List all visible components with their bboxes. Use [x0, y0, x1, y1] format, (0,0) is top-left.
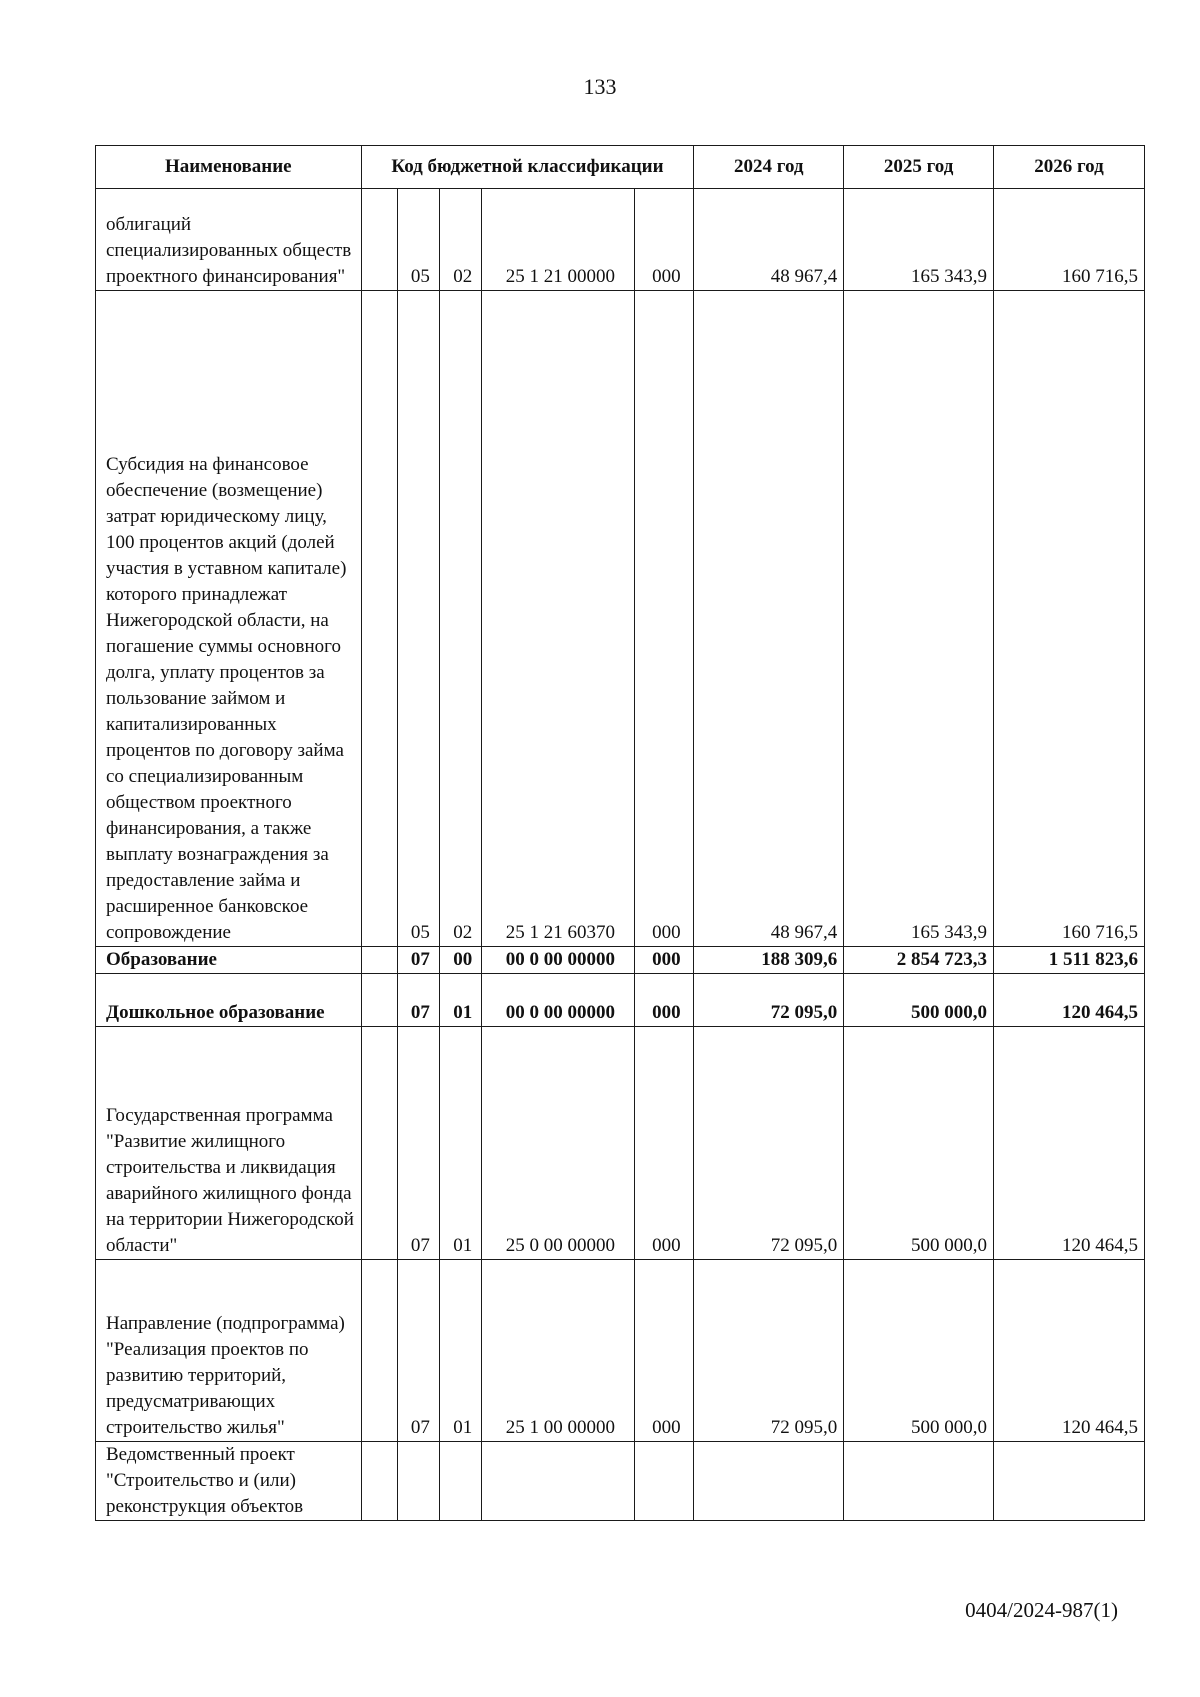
table-row	[96, 1260, 1145, 1442]
cell-target-article: 25 1 21 60370	[482, 291, 635, 947]
budget-table	[95, 145, 1145, 1521]
cell-2024	[694, 1442, 844, 1521]
header-2024: 2024 год	[694, 146, 844, 189]
cell-target-article: 25 1 21 00000	[482, 189, 635, 291]
cell-subsection: 01	[440, 1027, 482, 1260]
cell-subsection: 01	[440, 1260, 482, 1442]
cell-name: Субсидия на финансовое обеспечение (возмещение) затрат юридическому лицу, 100 процентов акций (долей участия в уставном капитале) которого принадлежат Нижегородской области, на погашение суммы основного долга, уплату процентов за пользование займом и капитализированных процентов по договору займа со специализированным обществом проектного финансирования, а также выплату вознаграждения за предоставление займа и расширенное банковское сопровождение	[96, 291, 362, 947]
cell-blank	[361, 1260, 397, 1442]
cell-name: Дошкольное образование	[96, 974, 362, 1027]
cell-section: 07	[397, 1027, 439, 1260]
cell-name: Направление (подпрограмма) "Реализация проектов по развитию территорий, предусматривающих строительство жилья"	[96, 1260, 362, 1442]
table-row	[96, 947, 1145, 974]
cell-2024: 72 095,0	[694, 1027, 844, 1260]
cell-expense-type: 000	[635, 291, 694, 947]
cell-2024: 188 309,6	[694, 947, 844, 974]
cell-target-article: 00 0 00 00000	[482, 974, 635, 1027]
cell-name: Ведомственный проект "Строительство и (или) реконструкция объектов	[96, 1442, 362, 1521]
document-code: 0404/2024-987(1)	[965, 1598, 1118, 1622]
cell-subsection: 01	[440, 974, 482, 1027]
cell-target-article: 25 0 00 00000	[482, 1027, 635, 1260]
cell-expense-type	[635, 1442, 694, 1521]
cell-section: 07	[397, 1260, 439, 1442]
table-row	[96, 291, 1145, 947]
cell-blank	[361, 947, 397, 974]
cell-target-article: 25 1 00 00000	[482, 1260, 635, 1442]
cell-expense-type: 000	[635, 1260, 694, 1442]
cell-2026: 120 464,5	[994, 974, 1145, 1027]
cell-section: 07	[397, 947, 439, 974]
cell-expense-type: 000	[635, 189, 694, 291]
cell-section: 05	[397, 291, 439, 947]
cell-2026	[994, 1442, 1145, 1521]
cell-blank	[361, 1027, 397, 1260]
table-row	[96, 1442, 1145, 1521]
cell-2025: 2 854 723,3	[844, 947, 994, 974]
header-2025: 2025 год	[844, 146, 994, 189]
cell-name: облигаций специализированных обществ проектного финансирования"	[96, 189, 362, 291]
cell-section	[397, 1442, 439, 1521]
table-header-row	[96, 146, 1145, 189]
cell-2024: 48 967,4	[694, 189, 844, 291]
cell-section: 07	[397, 974, 439, 1027]
cell-blank	[361, 974, 397, 1027]
cell-2025: 500 000,0	[844, 1027, 994, 1260]
cell-blank	[361, 1442, 397, 1521]
cell-section: 05	[397, 189, 439, 291]
cell-2026: 160 716,5	[994, 189, 1145, 291]
cell-target-article	[482, 1442, 635, 1521]
cell-2026: 120 464,5	[994, 1027, 1145, 1260]
cell-2025: 500 000,0	[844, 974, 994, 1027]
cell-2026: 120 464,5	[994, 1260, 1145, 1442]
cell-blank	[361, 291, 397, 947]
table-row	[96, 974, 1145, 1027]
cell-2025: 165 343,9	[844, 291, 994, 947]
table-row	[96, 189, 1145, 291]
cell-2026: 1 511 823,6	[994, 947, 1145, 974]
cell-name: Государственная программа "Развитие жилищного строительства и ликвидация аварийного жилищного фонда на территории Нижегородской области"	[96, 1027, 362, 1260]
header-code: Код бюджетной классификации	[361, 146, 694, 189]
cell-expense-type: 000	[635, 974, 694, 1027]
cell-name: Образование	[96, 947, 362, 974]
cell-subsection	[440, 1442, 482, 1521]
cell-blank	[361, 189, 397, 291]
cell-subsection: 02	[440, 189, 482, 291]
table-row	[96, 1027, 1145, 1260]
cell-2026: 160 716,5	[994, 291, 1145, 947]
cell-2024: 48 967,4	[694, 291, 844, 947]
cell-2025: 165 343,9	[844, 189, 994, 291]
cell-subsection: 02	[440, 291, 482, 947]
cell-expense-type: 000	[635, 947, 694, 974]
header-2026: 2026 год	[994, 146, 1145, 189]
cell-subsection: 00	[440, 947, 482, 974]
header-name: Наименование	[96, 146, 362, 189]
cell-2024: 72 095,0	[694, 974, 844, 1027]
cell-2024: 72 095,0	[694, 1260, 844, 1442]
page-number: 133	[583, 74, 617, 99]
cell-2025	[844, 1442, 994, 1521]
cell-target-article: 00 0 00 00000	[482, 947, 635, 974]
cell-2025: 500 000,0	[844, 1260, 994, 1442]
cell-expense-type: 000	[635, 1027, 694, 1260]
